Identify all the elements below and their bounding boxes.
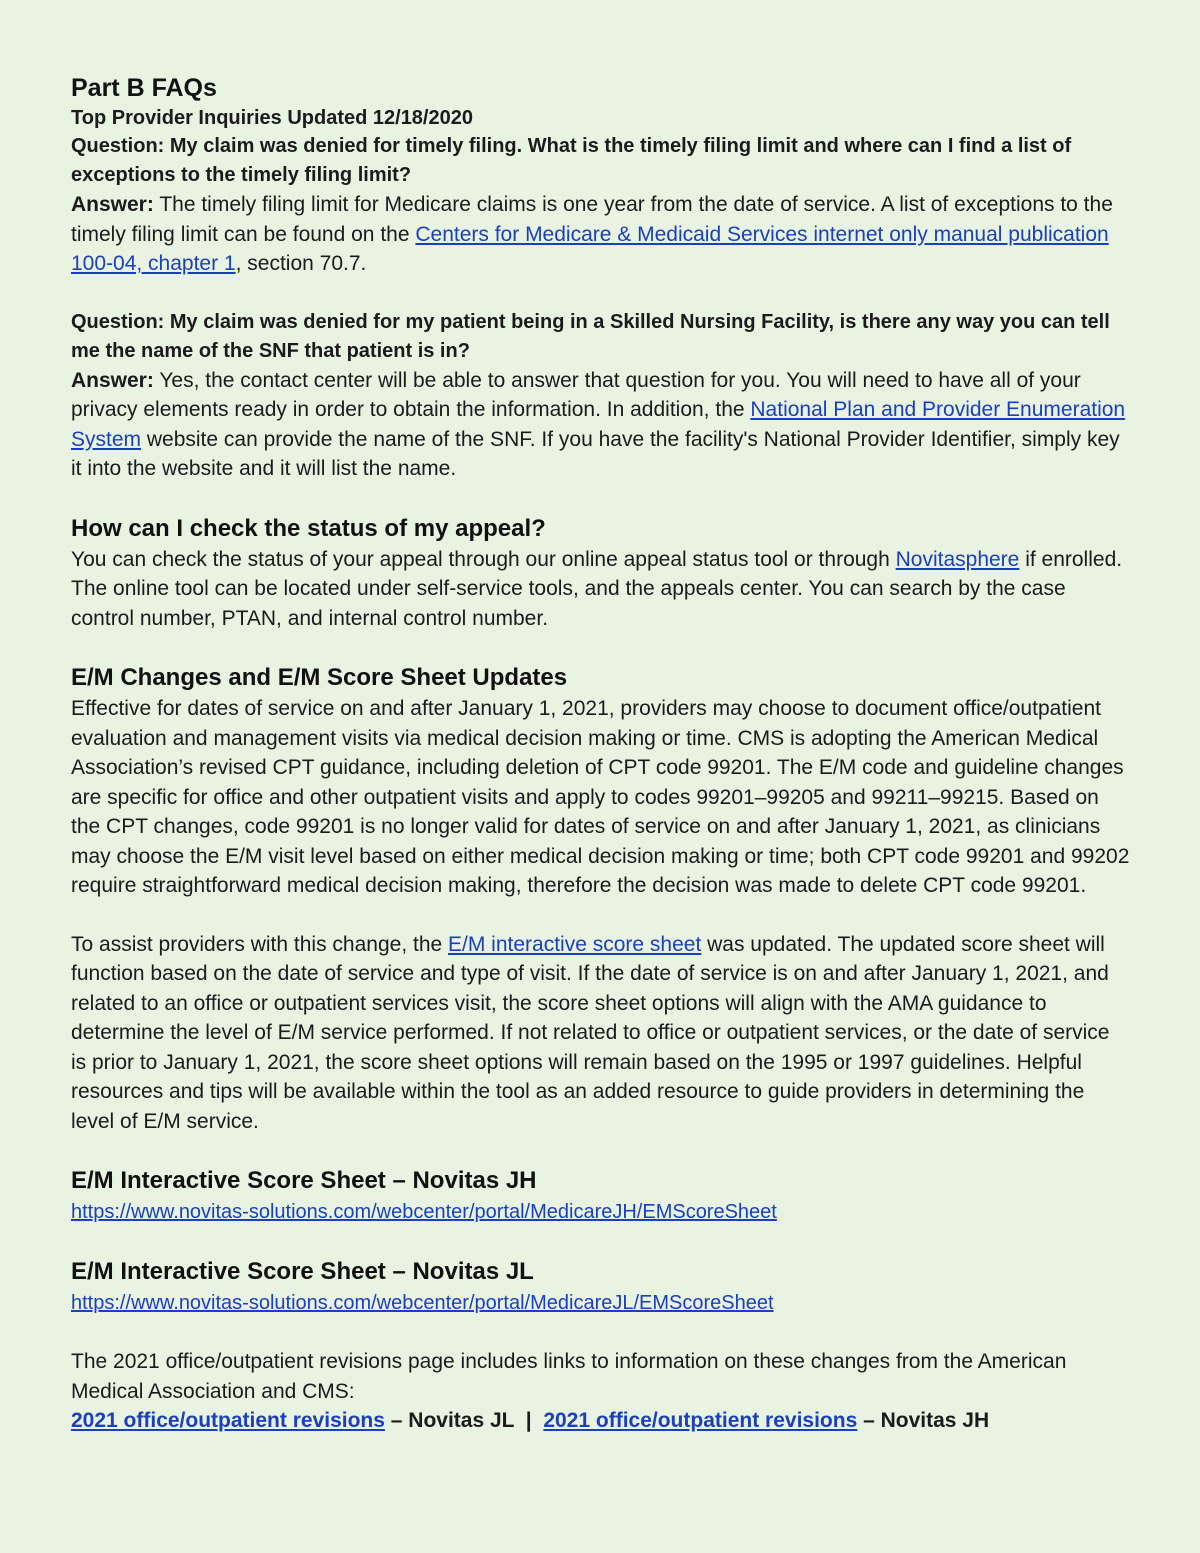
em-changes-paragraph-1: Effective for dates of service on and after January 1, 2021, providers may choose to document office/outpatient evaluation and management visits via medical decision making or time. CMS is adopting the American Medical Association’s revised CPT guidance, including deletion of CPT code 99201. The E/M code and guideline changes are specific for office and other outpatient visits and apply to codes 99201–99205 and 99211–99215. Based on the CPT changes, code 99201 is no longer valid for dates of service on and after January 1, 2021, as clinicians may choose the E/M visit level based on either medical decision making or time; both CPT code 99201 and 99202 require straightforward medical decision making, therefore the decision was made to delete CPT code 99201. <box>71 697 1130 897</box>
answer-label: Answer: <box>71 368 154 392</box>
appeal-section <box>71 513 1130 634</box>
em-score-sheet-link[interactable]: E/M interactive score sheet <box>448 932 702 956</box>
faq-question: Question: My claim was denied for my patient being in a Skilled Nursing Facility, is there any way you can tell me the name of the SNF that patient is in? <box>71 310 1110 362</box>
em-changes-section <box>71 662 1130 1136</box>
para2-text-start: To assist providers with this change, the <box>71 932 449 956</box>
answer-label: Answer: <box>71 193 154 216</box>
answer-text-end: website can provide the name of the SNF. If you have the facility's National Provider Identifier, simply key it into the website and it will list the name. <box>71 427 1120 480</box>
appeal-heading: How can I check the status of my appeal? <box>71 514 546 542</box>
revisions-jh-link[interactable]: 2021 office/outpatient revisions <box>543 1409 858 1432</box>
para2-text-end: was updated. The updated score sheet will function based on the date of service and type of visit. If the date of service is on and after January 1, 2021, and related to an office or outpatient services visit, the score sheet options will align with the AMA guidance to determine the level of E/M service performed. If not related to office or outpatient services, or the date of service is prior to January 1, 2021, the score sheet options will remain based on the 1995 or 1997 guidelines. Helpful resources and tips will be available within the tool as an added resource to guide providers in determining the level of E/M service. <box>71 932 1110 1133</box>
answer-text-end: , section 70.7. <box>235 252 367 275</box>
spacer <box>71 279 1130 308</box>
revisions-jh-suffix: – Novitas JH <box>857 1409 990 1432</box>
faq-answer <box>71 190 1130 279</box>
revisions-section <box>71 1347 1130 1436</box>
answer-text: Yes, the contact center will be able to answer that question for you. You will need to have all of your privacy elements ready in order to obtain the information. In addition, the <box>71 368 1081 421</box>
spacer <box>71 1227 1130 1256</box>
link-separator: | <box>514 1409 544 1432</box>
score-sheet-jl-heading: E/M Interactive Score Sheet – Novitas JL <box>71 1258 534 1285</box>
nppes-link[interactable]: National Plan and Provider Enumeration System <box>71 398 1126 451</box>
faq-snf <box>71 308 1130 484</box>
score-sheet-jl <box>71 1256 1130 1318</box>
spacer <box>71 901 1130 930</box>
faq-question: Question: My claim was denied for timely filing. What is the timely filing limit and where can I find a list of exceptions to the timely filing limit? <box>71 135 1072 186</box>
faq-answer <box>71 366 1130 484</box>
cms-manual-link[interactable]: Centers for Medicare & Medicaid Services internet only manual publication 100-04, chapter 1 <box>71 222 1109 275</box>
faq-timely-filing <box>71 132 1130 279</box>
score-sheet-jh <box>71 1165 1130 1227</box>
spacer <box>71 1318 1130 1347</box>
spacer <box>71 1136 1130 1165</box>
revisions-links <box>71 1406 1130 1436</box>
revisions-text: The 2021 office/outpatient revisions page includes links to information on these changes from the American Medical Association and CMS: <box>71 1350 1067 1403</box>
revisions-jl-link[interactable]: 2021 office/outpatient revisions <box>71 1409 385 1432</box>
page-subtitle: Top Provider Inquiries Updated 12/18/2020 <box>71 107 473 129</box>
answer-text: The timely filing limit for Medicare claims is one year from the date of service. A list of exceptions to the timely filing limit can be found on the <box>71 193 1113 246</box>
appeal-text-start: You can check the status of your appeal through our online appeal status tool or through <box>71 547 896 571</box>
revisions-jl-suffix: – Novitas JL <box>384 1409 515 1432</box>
appeal-text <box>71 545 1130 634</box>
em-changes-heading: E/M Changes and E/M Score Sheet Updates <box>71 664 568 691</box>
page-title: Part B FAQs <box>71 74 217 102</box>
em-changes-paragraph-2 <box>71 930 1130 1137</box>
spacer <box>71 633 1130 662</box>
score-sheet-jh-heading: E/M Interactive Score Sheet – Novitas JH <box>71 1167 537 1194</box>
novitasphere-link[interactable]: Novitasphere <box>895 547 1020 571</box>
spacer <box>71 484 1130 513</box>
score-sheet-jh-url[interactable]: https://www.novitas-solutions.com/webcenter/portal/MedicareJH/EMScoreSheet <box>71 1201 777 1223</box>
score-sheet-jl-url[interactable]: https://www.novitas-solutions.com/webcenter/portal/MedicareJL/EMScoreSheet <box>71 1292 774 1314</box>
appeal-text-end: if enrolled. The online tool can be located under self-service tools, and the appeals center. You can search by the case control number, PTAN, and internal control number. <box>71 547 1123 630</box>
